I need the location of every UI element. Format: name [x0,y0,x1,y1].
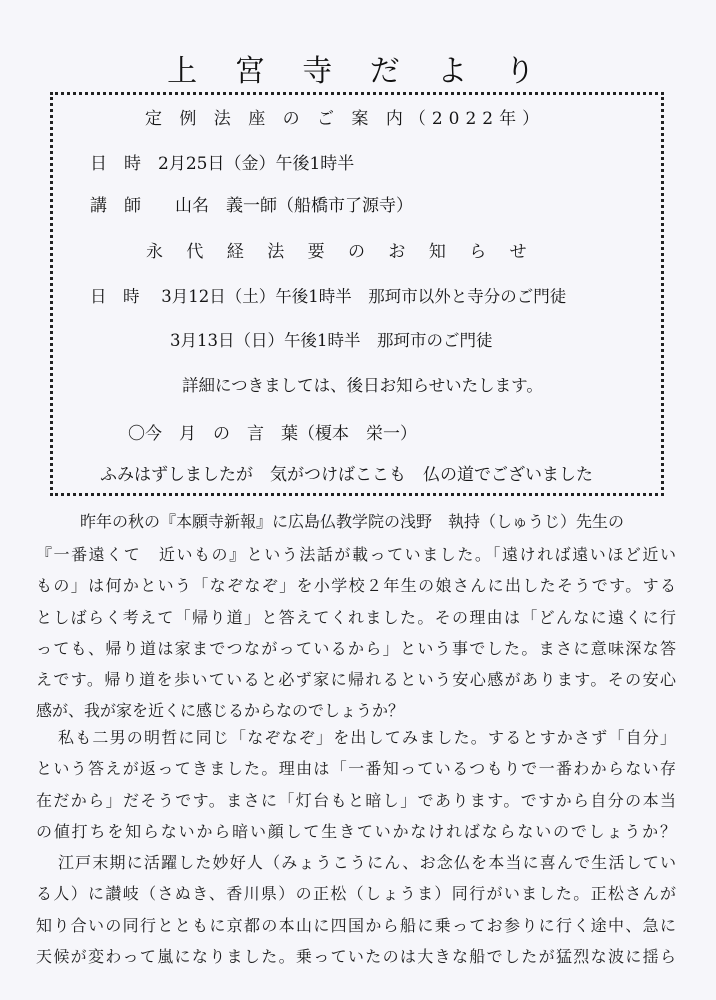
article-line: る人）に讃岐（さぬき、香川県）の正松（しょうま）同行がいました。正松さんが [36,884,676,904]
article-line: の値打ちを知らないから暗い顔して生きていかなければならないのでしょうか？ [36,821,676,841]
box-heading: 定 例 法 座 の ご 案 内（2022年） [145,109,546,129]
lecturer-line: 講 師 山名 義一師（船橋市了源寺） [90,196,413,216]
article-line: 感が、我が家を近くに感じるからなのでしょうか？ [36,701,405,721]
article-line: っても、帰り道は家までつながっているから」という事でした。まさに意味深な答 [36,638,676,658]
article-paragraph-3 [36,847,676,972]
article-line: 私も二男の明哲に同じ「なぞなぞ」を出してみました。するとすかさず「自分」 [58,728,676,747]
date-line-1: 日 時 2月25日（金）午後1時半 [90,154,355,174]
article-line: という答えが返ってきました。理由は「一番知っているつもりで一番わからない存 [36,759,676,779]
poem-line: ふみはずしましたが 気がつけばここも 仏の道でございました [100,465,593,485]
article-line: えです。帰り道を歩いていると必ず家に帰れるという安心感があります。その安心 [36,670,676,690]
detail-note: 詳細につきましては、後日お知らせいたします。 [182,376,543,395]
words-heading: 〇今 月 の 言 葉（榎本 栄一） [128,424,417,444]
date-line-3: 3月13日（日）午後1時半 那珂市のご門徒 [170,331,493,350]
article-line: 知り合いの同行とともに京都の本山に四国から船に乗ってお参りに行く途中、急に [36,915,676,935]
article-intro: 昨年の秋の『本願寺新報』に広島仏教学院の浅野 執持（しゅうじ）先生の [80,512,625,531]
newsletter-title: 上 宮 寺 だ よ り [167,54,549,89]
article-line: 『一番遠くて 近いもの』という法話が載っていました。「遠ければ遠いほど近い [36,545,676,564]
article-line: もの」は何かという「なぞなぞ」を小学校２年生の娘さんに出したそうです。する [36,576,676,596]
article-paragraph-1 [36,539,676,727]
article-paragraph-2 [36,722,676,847]
article-line: としばらく考えて「帰り道」と答えてくれました。その理由は「どんなに遠くに行 [36,607,676,627]
article-line: 天候が変わって嵐になりました。乗っていたのは大きな船でしたが猛烈な波に揺ら [36,946,676,966]
date-line-2: 日 時 3月12日（土）午後1時半 那珂市以外と寺分のご門徒 [90,287,567,306]
article-line: 江戸末期に活躍した妙好人（みょうこうにん、お念仏を本当に喜んで生活してい [58,853,676,872]
article-line: 在だから」だそうです。まさに「灯台もと暗し」であります。ですから自分の本当 [36,790,676,810]
eitai-heading: 永 代 経 法 要 の お 知 ら せ [146,242,536,262]
